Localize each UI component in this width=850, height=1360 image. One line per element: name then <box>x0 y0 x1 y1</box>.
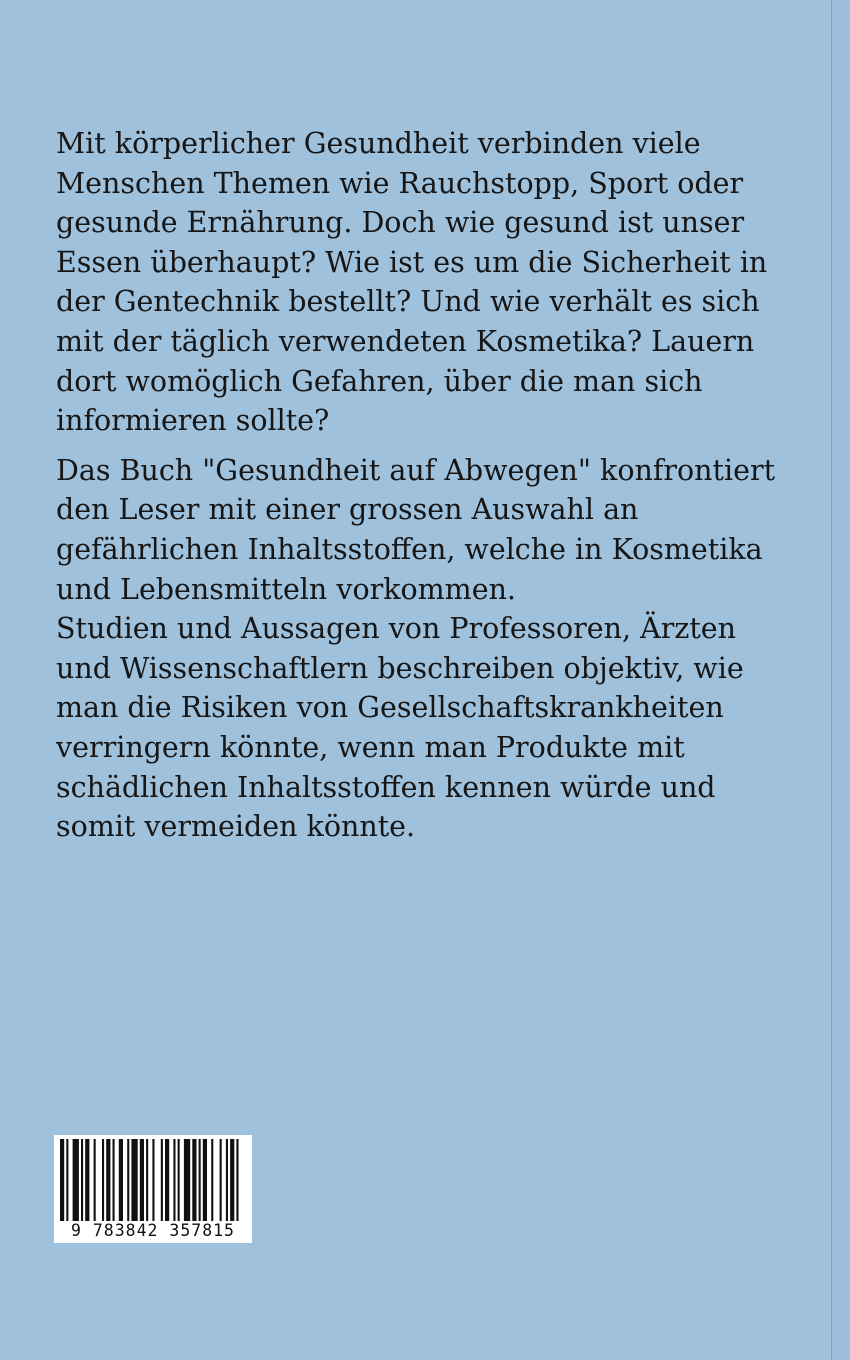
barcode-bar <box>211 1139 213 1221</box>
barcode-bar <box>161 1139 163 1221</box>
barcode-bar <box>230 1139 234 1221</box>
barcode-bar <box>66 1139 68 1221</box>
blurb-paragraph-2: Das Buch "Gesundheit auf Abwegen" konfrontiert den Leser mit einer grossen Auswahl an gefährlichen Inhaltsstoffen, welche in Kosmetika und Lebensmitteln vorkommen. <box>56 453 776 606</box>
barcode-bar <box>236 1139 238 1221</box>
barcode-bar <box>178 1139 180 1221</box>
barcode-bar <box>73 1139 79 1221</box>
blurb-paragraph-3: Studien und Aussagen von Professoren, Ärzten und Wissenschaftlern beschreiben objektiv, wie man die Risiken von Gesellschaftskrankheiten verringern könnte, wenn man Produkte mit schädlichen Inhaltsstoffen kennen würde und somit vermeiden könnte. <box>56 612 744 844</box>
barcode-bar <box>94 1139 96 1221</box>
barcode-bar <box>140 1139 144 1221</box>
barcode-bar <box>165 1139 169 1221</box>
barcode-bar <box>106 1139 110 1221</box>
barcode-bar <box>152 1139 154 1221</box>
barcode-bar <box>81 1139 83 1221</box>
barcode-bar <box>85 1139 89 1221</box>
barcode-bar <box>220 1139 222 1221</box>
isbn-digits: 9 783842 357815 <box>70 1221 235 1240</box>
barcode-bar <box>173 1139 175 1221</box>
barcode-bar <box>119 1139 123 1221</box>
barcode-bar <box>199 1139 201 1221</box>
barcode-bar <box>146 1139 148 1221</box>
barcode-bars <box>60 1139 246 1221</box>
barcode-bar <box>60 1139 64 1221</box>
isbn-barcode <box>54 1135 252 1243</box>
barcode-bar <box>131 1139 137 1221</box>
back-cover-blurb <box>56 124 796 847</box>
barcode-bar <box>113 1139 115 1221</box>
barcode-bar <box>127 1139 129 1221</box>
barcode-bar <box>203 1139 207 1221</box>
barcode-bar <box>226 1139 228 1221</box>
barcode-bar <box>192 1139 196 1221</box>
barcode-bar <box>102 1139 104 1221</box>
blurb-paragraph-1: Mit körperlicher Gesundheit verbinden viele Menschen Themen wie Rauchstopp, Sport oder gesunde Ernährung. Doch wie gesund ist unser Essen überhaupt? Wie ist es um die Sicherheit in der Gentechnik bestellt? Und wie verhält es sich mit der täglich verwendeten Kosmetika? Lauern dort womöglich Gefahren, über die man sich informieren sollte? <box>56 127 768 438</box>
spine-edge <box>831 0 850 1360</box>
barcode-bar <box>184 1139 190 1221</box>
